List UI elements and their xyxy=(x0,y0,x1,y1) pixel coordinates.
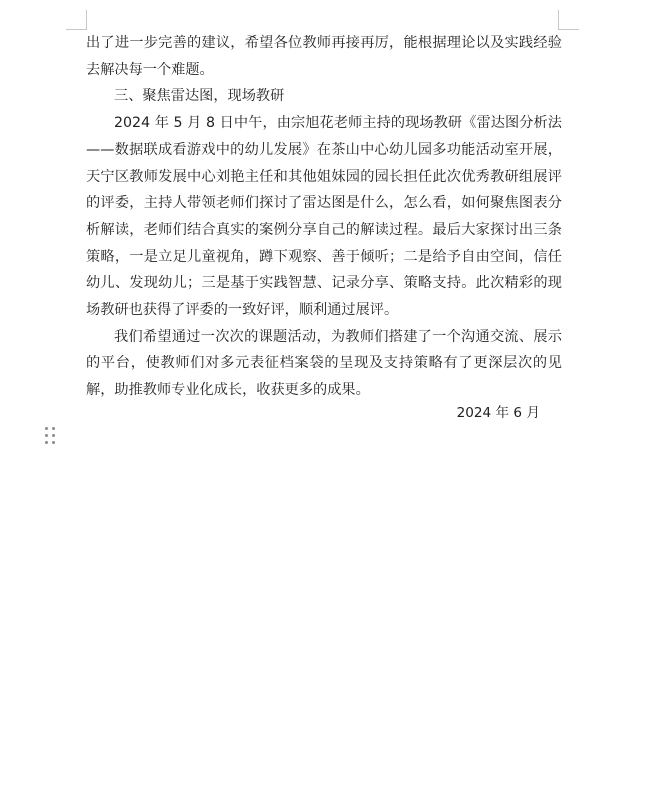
section-heading[interactable]: 三、聚焦雷达图，现场教研 xyxy=(114,88,285,105)
drag-dot xyxy=(52,427,55,430)
drag-handle-icon[interactable] xyxy=(45,427,57,445)
crop-mark-top-left xyxy=(66,29,87,30)
crop-mark-top-right xyxy=(558,10,559,30)
document-body[interactable] xyxy=(86,30,562,404)
document-date[interactable]: 2024 年 6 月 xyxy=(456,405,540,421)
paragraph-conclusion[interactable]: 我们希望通过一次次的课题活动，为教师们搭建了一个沟通交流、展示的平台，使教师们对多元表征档案袋的呈现及支持策略有了更深层次的见解，助推教师专业化成长，收获更多的成果。 xyxy=(86,328,562,399)
drag-dot xyxy=(52,441,55,444)
drag-dot xyxy=(45,434,48,437)
drag-dot xyxy=(45,441,48,444)
drag-dot xyxy=(45,427,48,430)
drag-dot xyxy=(52,434,55,437)
paragraph-radar-research[interactable]: 2024 年 5 月 8 日中午，由宗旭花老师主持的现场教研《雷达图分析法——数据联成看游戏中的幼儿发展》在茶山中心幼儿园多功能活动室开展，天宁区教师发展中心刘艳主任和其他姐妹园的园长担任此次优秀教研组展评的评委，主持人带领老师们探讨了雷达图是什么，怎么看，如何聚焦图表分析解读，老师们结合真实的案例分享自己的解读过程。最后大家探讨出三条策略，一是立足儿童视角，蹲下观察、善于倾听；二是给予自由空间，信任幼儿、发现幼儿；三是基于实践智慧、记录分享、策略支持。此次精彩的现场教研也获得了评委的一致好评，顺利通过展评。 xyxy=(86,115,562,319)
crop-mark-top-left xyxy=(86,10,87,30)
paragraph-continuation[interactable]: 出了进一步完善的建议，希望各位教师再接再厉，能根据理论以及实践经验去解决每一个难题。 xyxy=(86,35,562,78)
